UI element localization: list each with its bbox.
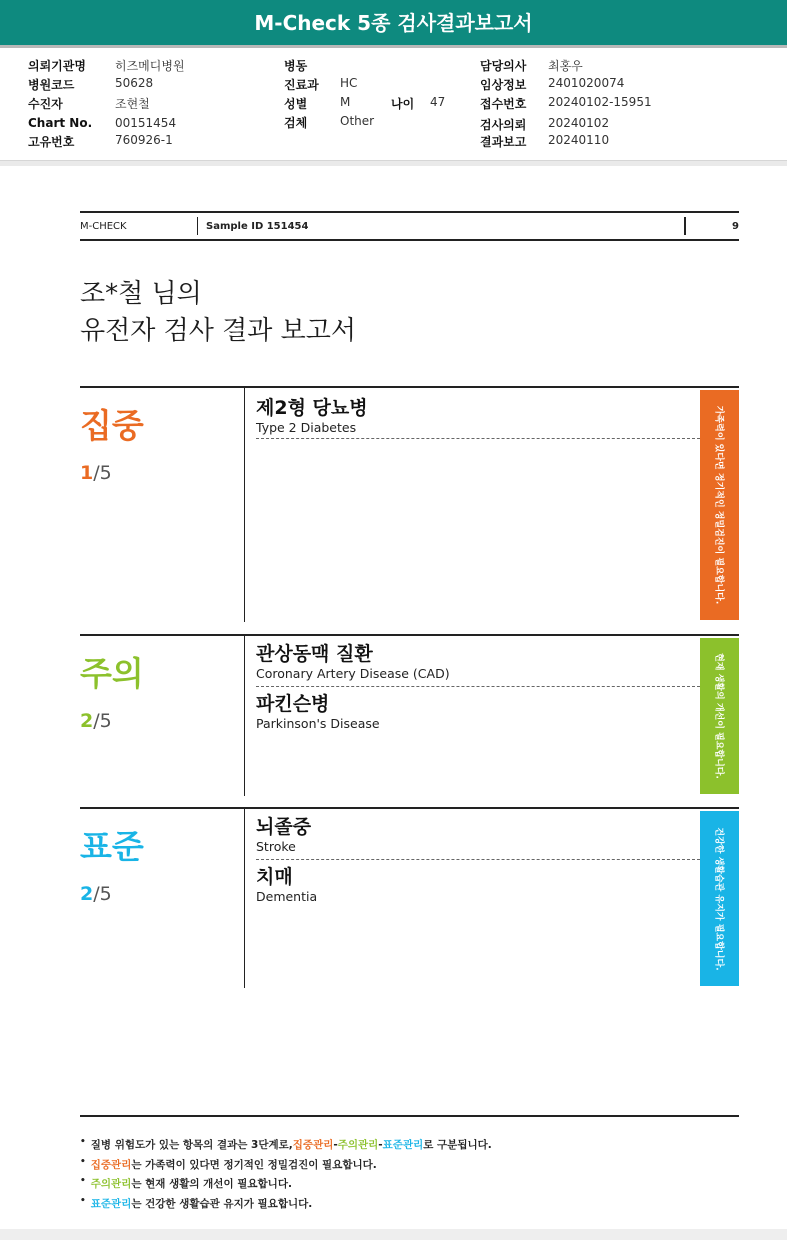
department-value: HC — [340, 76, 358, 90]
doctor-value: 최홍우 — [548, 59, 583, 73]
age-value: 47 — [430, 95, 446, 109]
section-divider — [244, 636, 245, 796]
category-title: 주의 — [80, 654, 144, 693]
disease-name-ko: 치매 — [256, 866, 293, 888]
intensive-term: 집중관리 — [292, 1139, 334, 1151]
disease-name-en: Coronary Artery Disease (CAD) — [256, 666, 450, 681]
caution-term: 주의관리 — [90, 1178, 132, 1190]
count-value: 2 — [80, 710, 94, 732]
hospital-code-value: 50628 — [115, 76, 154, 90]
category-count — [80, 710, 112, 732]
disease-item — [256, 692, 700, 731]
section-intensive — [80, 386, 739, 620]
bullet: • — [80, 1137, 86, 1147]
header-separator — [197, 217, 198, 235]
unique-id-label: 고유번호 — [28, 135, 75, 149]
report-heading — [80, 276, 356, 350]
intensive-term: 집중관리 — [90, 1158, 132, 1171]
footnote — [80, 1136, 492, 1156]
report-heading-line2: 유전자 검사 결과 보고서 — [80, 316, 356, 346]
standard-term: 표준관리 — [90, 1197, 132, 1210]
doctor-label: 담당의사 — [480, 59, 527, 73]
footnote-text: 는 현재 생활의 개선이 필요합니다. — [131, 1178, 292, 1190]
footnote — [80, 1195, 492, 1215]
clinical-info-value: 2401020074 — [548, 76, 625, 90]
category-count — [80, 462, 112, 484]
info-divider — [0, 160, 787, 166]
brand-label: M-CHECK — [80, 221, 127, 232]
section-standard — [80, 807, 739, 986]
sex-label: 성별 — [284, 97, 308, 111]
hospital-code-label: 병원코드 — [28, 78, 75, 92]
footnote — [80, 1175, 492, 1195]
footnote — [80, 1156, 492, 1176]
disease-name-ko: 뇌졸중 — [256, 816, 312, 838]
footnote-text: 는 건강한 생활습관 유지가 필요합니다. — [131, 1197, 313, 1210]
unique-id-value: 760926-1 — [115, 133, 173, 147]
disease-item — [256, 865, 700, 904]
request-date-label: 검사의뢰 — [480, 118, 527, 132]
chart-no-value: 00151454 — [115, 116, 177, 130]
disease-name-ko: 파킨슨병 — [256, 693, 330, 715]
count-total: /5 — [93, 883, 112, 905]
bullet: • — [80, 1156, 86, 1167]
patient-label: 수진자 — [28, 97, 63, 111]
receipt-no-label: 접수번호 — [480, 97, 527, 111]
count-value: 1 — [80, 462, 94, 484]
standard-term: 표준관리 — [382, 1139, 424, 1151]
hospital-label: 의뢰기관명 — [28, 59, 86, 73]
dash-text: - — [378, 1139, 383, 1151]
category-ribbon — [700, 638, 739, 794]
specimen-value: Other — [340, 114, 375, 128]
category-ribbon — [700, 390, 739, 620]
ribbon-text: 현재 생활의 개선이 필요합니다. — [713, 653, 723, 779]
page-header-bar — [80, 211, 739, 241]
count-total: /5 — [93, 710, 112, 732]
disease-item — [256, 396, 700, 435]
dashed-divider — [256, 438, 700, 439]
dashed-divider — [256, 859, 700, 860]
footnote-text: 로 구분됩니다. — [423, 1139, 492, 1151]
section-divider — [244, 809, 245, 988]
disease-name-ko: 관상동맥 질환 — [256, 643, 373, 665]
ribbon-text: 가족력이 있다면 정기적인 정밀검진이 필요합니다. — [713, 405, 723, 605]
category-ribbon — [700, 811, 739, 986]
footer-divider — [80, 1115, 739, 1117]
section-divider — [244, 388, 245, 622]
receipt-no-value: 20240102-15951 — [548, 95, 652, 109]
specimen-label: 검체 — [284, 116, 308, 130]
report-heading-line1: 조*철 님의 — [80, 279, 202, 309]
footnote-text: 질병 위험도가 있는 항목의 결과는 3단계로, — [90, 1139, 293, 1151]
ribbon-text: 건강한 생활습관 유지가 필요합니다. — [713, 826, 723, 971]
category-title: 집중 — [80, 406, 144, 445]
department-label: 진료과 — [284, 78, 319, 92]
page-number: 9 — [732, 221, 739, 232]
footnote-text: 는 가족력이 있다면 정기적인 정밀검진이 필요합니다. — [131, 1158, 377, 1171]
report-date-label: 결과보고 — [480, 135, 527, 149]
patient-value: 조현철 — [115, 97, 150, 111]
category-title: 표준 — [80, 827, 144, 866]
patient-info-panel — [0, 55, 787, 155]
disease-name-en: Parkinson's Disease — [256, 716, 380, 731]
dashed-divider — [256, 686, 700, 687]
page-bottom-bar — [0, 1229, 787, 1240]
request-date-value: 20240102 — [548, 116, 610, 130]
disease-name-en: Dementia — [256, 889, 318, 904]
bullet: • — [80, 1195, 86, 1206]
disease-name-en: Stroke — [256, 839, 296, 854]
disease-name-en: Type 2 Diabetes — [256, 420, 357, 435]
section-caution — [80, 634, 739, 794]
sample-id: Sample ID 151454 — [206, 221, 309, 232]
footnotes — [80, 1136, 492, 1214]
count-value: 2 — [80, 883, 94, 905]
age-label: 나이 — [391, 97, 415, 111]
dash-text: - — [333, 1139, 338, 1151]
bullet: • — [80, 1176, 86, 1186]
report-title-bar: M-Check 5종 검사결과보고서 — [0, 0, 787, 48]
ward-label: 병동 — [284, 59, 308, 73]
disease-name-ko: 제2형 당뇨병 — [256, 397, 368, 419]
caution-term: 주의관리 — [337, 1139, 379, 1151]
count-total: /5 — [93, 462, 112, 484]
sex-value: M — [340, 95, 351, 109]
clinical-info-label: 임상정보 — [480, 78, 527, 92]
disease-item — [256, 815, 700, 854]
header-separator — [684, 217, 686, 235]
chart-no-label: Chart No. — [28, 116, 93, 130]
hospital-value: 히즈메디병원 — [115, 59, 185, 73]
disease-item — [256, 642, 700, 681]
category-count — [80, 883, 112, 905]
report-date-value: 20240110 — [548, 133, 610, 147]
